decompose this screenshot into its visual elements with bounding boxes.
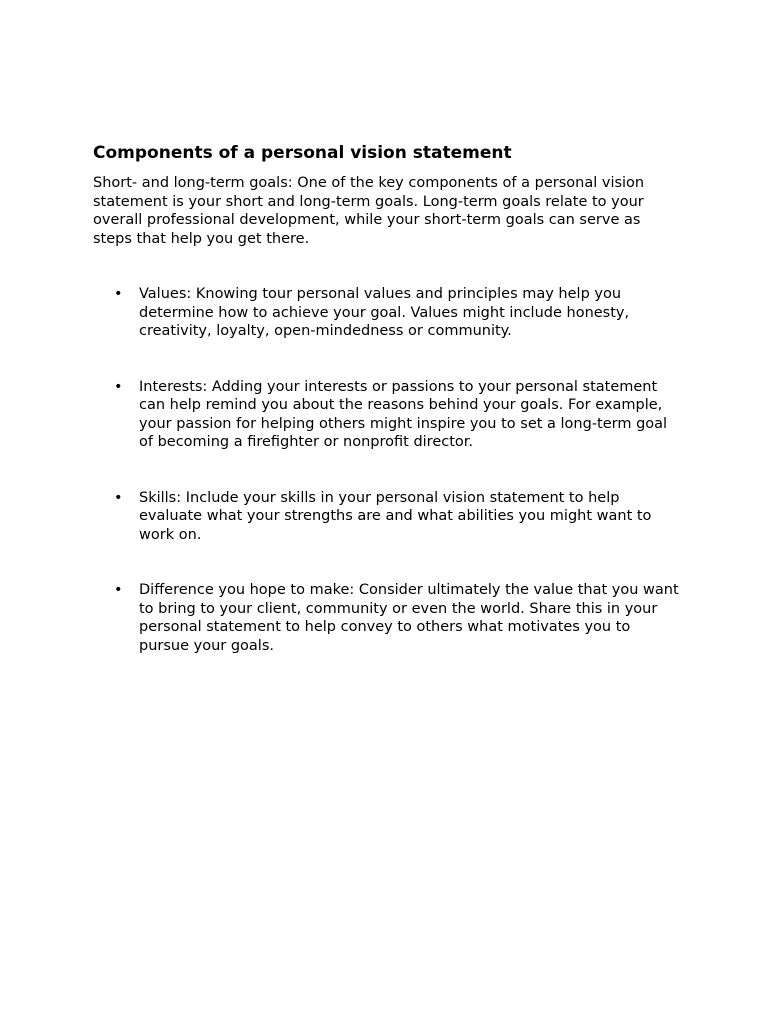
bullet-list: [93, 285, 683, 655]
intro-paragraph: Short- and long-term goals: One of the key components of a personal vision statement is your short and long-term goals. Long-term goals relate to your overall professional development, while your short-term goals can serve as steps that help you get there.: [93, 175, 645, 247]
list-item-difference: [93, 581, 683, 655]
list-item-values: [93, 285, 683, 341]
bullet-marker: •: [114, 378, 123, 395]
document-page: [93, 143, 683, 692]
list-item-skills: [93, 489, 683, 545]
bullet-marker: •: [114, 489, 123, 506]
list-item-text: Skills: Include your skills in your personal vision statement to help evaluate what your strengths are and what abilities you might want to work on.: [139, 489, 652, 543]
list-item-interests: [93, 378, 683, 452]
bullet-marker: •: [114, 582, 123, 598]
bullet-marker: •: [114, 286, 123, 302]
list-item-text: Values: Knowing tour personal values and principles may help you determine how to achieve your goal. Values might include honesty, creativity, loyalty, open-mindedness or community.: [139, 286, 630, 339]
page-title: Components of a personal vision statement: [93, 143, 512, 163]
list-item-text: Difference you hope to make: Consider ultimately the value that you want to bring to your client, community or even the world. Share this in your personal statement to help convey to others what motivates you to pursue your goals.: [139, 582, 679, 654]
list-item-text: Interests: Adding your interests or passions to your personal statement can help remind you about the reasons behind your goals. For example, your passion for helping others might inspire you to set a long-term goal of becoming a firefighter or nonprofit director.: [139, 378, 668, 450]
